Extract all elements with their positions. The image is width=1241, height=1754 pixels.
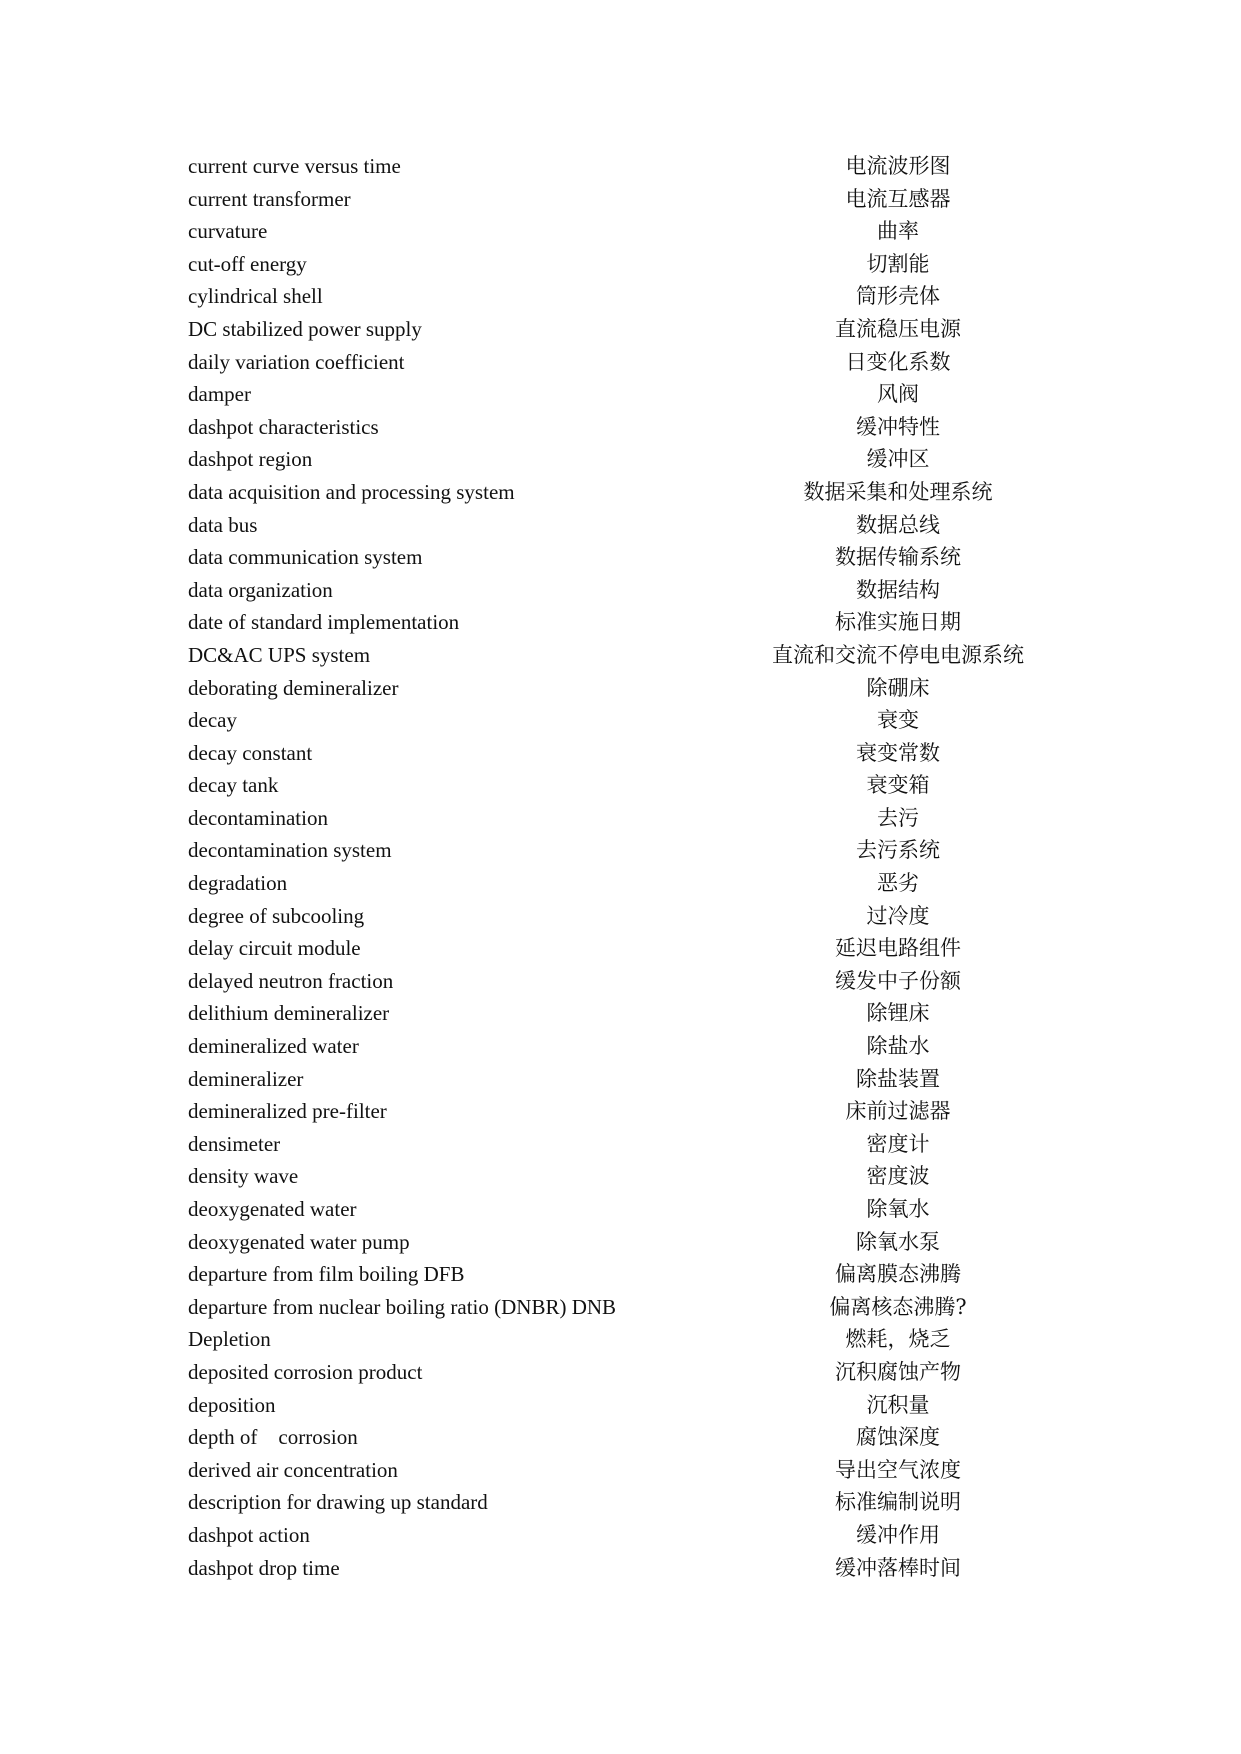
english-term: deposition <box>188 1392 276 1417</box>
chinese-term: 筒形壳体 <box>856 284 940 309</box>
english-term: demineralized water <box>188 1034 359 1059</box>
glossary-entry <box>188 150 1068 183</box>
chinese-term: 数据采集和处理系统 <box>803 479 993 504</box>
glossary-list <box>188 150 1068 1584</box>
english-term: densimeter <box>188 1131 281 1156</box>
chinese-term: 去污系统 <box>856 838 940 863</box>
glossary-entry <box>188 313 1068 346</box>
glossary-entry <box>188 900 1068 933</box>
english-term: derived air concentration <box>188 1457 398 1482</box>
glossary-entry <box>188 1128 1068 1161</box>
english-term: delithium demineralizer <box>188 1001 390 1026</box>
chinese-term: 腐蚀深度 <box>856 1425 940 1450</box>
glossary-entry <box>188 737 1068 770</box>
chinese-term: 数据结构 <box>856 577 940 602</box>
chinese-term: 衰变常数 <box>856 740 940 765</box>
glossary-entry <box>188 574 1068 607</box>
chinese-term: 沉积量 <box>866 1392 930 1417</box>
chinese-term: 除氧水 <box>866 1197 930 1221</box>
glossary-entry <box>188 1389 1068 1422</box>
glossary-entry <box>188 606 1068 639</box>
chinese-term: 密度计 <box>866 1131 930 1156</box>
glossary-entry <box>188 1193 1068 1226</box>
chinese-term: 除硼床 <box>866 675 930 700</box>
glossary-entry <box>188 443 1068 476</box>
chinese-term: 标准实施日期 <box>835 610 961 635</box>
english-term: daily variation coefficient <box>188 349 405 374</box>
glossary-entry <box>188 1323 1068 1356</box>
glossary-entry <box>188 672 1068 705</box>
english-term: data organization <box>188 577 333 602</box>
chinese-term: 偏离膜态沸腾 <box>835 1262 961 1287</box>
glossary-entry <box>188 769 1068 802</box>
glossary-entry <box>188 1291 1068 1324</box>
chinese-term: 缓冲特性 <box>856 414 940 439</box>
english-term: current transformer <box>188 186 351 211</box>
english-term: decontamination system <box>188 838 392 863</box>
glossary-entry <box>188 346 1068 379</box>
glossary-entry <box>188 639 1068 672</box>
chinese-term: 燃耗，烧乏 <box>845 1327 951 1352</box>
english-term: decay tank <box>188 773 279 798</box>
english-term: cut-off energy <box>188 251 307 276</box>
chinese-term: 数据总线 <box>856 512 940 537</box>
english-term: dashpot region <box>188 447 313 472</box>
glossary-entry <box>188 1095 1068 1128</box>
english-term: current curve versus time <box>188 154 401 178</box>
glossary-entry <box>188 802 1068 835</box>
chinese-term: 缓发中子份额 <box>835 968 961 993</box>
chinese-term: 缓冲作用 <box>856 1522 940 1547</box>
chinese-term: 沉积腐蚀产物 <box>835 1359 961 1384</box>
chinese-term: 除锂床 <box>866 1001 930 1026</box>
glossary-entry <box>188 1160 1068 1193</box>
english-term: DC stabilized power supply <box>188 316 422 341</box>
english-term: curvature <box>188 219 268 244</box>
chinese-term: 缓冲区 <box>866 447 930 472</box>
english-term: degree of subcooling <box>188 903 365 928</box>
glossary-entry <box>188 1486 1068 1519</box>
glossary-entry <box>188 215 1068 248</box>
chinese-term: 床前过滤器 <box>845 1099 951 1124</box>
chinese-term: 风阀 <box>877 382 919 407</box>
glossary-entry <box>188 183 1068 216</box>
glossary-entry <box>188 1421 1068 1454</box>
english-term: data communication system <box>188 545 423 570</box>
chinese-term: 切割能 <box>866 251 930 276</box>
glossary-entry <box>188 834 1068 867</box>
english-term: decay constant <box>188 740 313 765</box>
english-term: deoxygenated water <box>188 1197 357 1221</box>
chinese-term: 曲率 <box>877 219 919 244</box>
english-term: departure from film boiling DFB <box>188 1262 465 1287</box>
glossary-entry <box>188 704 1068 737</box>
chinese-term: 数据传输系统 <box>835 545 961 570</box>
english-term: DC&AC UPS system <box>188 642 371 667</box>
english-term: degradation <box>188 871 288 896</box>
glossary-entry <box>188 1454 1068 1487</box>
glossary-entry <box>188 280 1068 313</box>
chinese-term: 除盐水 <box>866 1034 930 1059</box>
glossary-entry <box>188 1519 1068 1552</box>
glossary-entry <box>188 965 1068 998</box>
english-term: date of standard implementation <box>188 610 460 635</box>
english-term: departure from nuclear boiling ratio (DNBR) DNB <box>188 1294 617 1319</box>
chinese-term: 延迟电路组件 <box>835 936 961 961</box>
english-term: data acquisition and processing system <box>188 479 515 504</box>
english-term: decontamination <box>188 805 328 830</box>
english-term: depth of corrosion <box>188 1425 358 1450</box>
glossary-entry <box>188 1258 1068 1291</box>
chinese-term: 衰变 <box>877 708 919 733</box>
english-term: description for drawing up standard <box>188 1490 488 1515</box>
chinese-term: 日变化系数 <box>845 349 951 374</box>
glossary-entry <box>188 867 1068 900</box>
chinese-term: 恶劣 <box>877 871 919 896</box>
glossary-entry <box>188 509 1068 542</box>
english-term: density wave <box>188 1164 299 1189</box>
english-term: delay circuit module <box>188 936 361 961</box>
glossary-entry <box>188 1552 1068 1585</box>
chinese-term: 除盐装置 <box>856 1066 940 1091</box>
glossary-entry <box>188 541 1068 574</box>
english-term: delayed neutron fraction <box>188 968 394 993</box>
chinese-term: 缓冲落棒时间 <box>835 1555 961 1580</box>
english-term: data bus <box>188 512 258 537</box>
glossary-entry <box>188 1226 1068 1259</box>
glossary-entry <box>188 476 1068 509</box>
chinese-term: 密度波 <box>866 1164 930 1189</box>
chinese-term: 直流和交流不停电电源系统 <box>772 642 1024 667</box>
glossary-entry <box>188 997 1068 1030</box>
glossary-entry <box>188 1356 1068 1389</box>
english-term: dashpot drop time <box>188 1555 340 1580</box>
glossary-entry <box>188 378 1068 411</box>
chinese-term: 衰变箱 <box>866 773 930 798</box>
chinese-term: 偏离核态沸腾? <box>829 1294 967 1319</box>
glossary-entry <box>188 248 1068 281</box>
english-term: damper <box>188 382 251 407</box>
english-term: deposited corrosion product <box>188 1359 423 1384</box>
english-term: deborating demineralizer <box>188 675 399 700</box>
english-term: cylindrical shell <box>188 284 323 309</box>
glossary-entry <box>188 1030 1068 1063</box>
chinese-term: 标准编制说明 <box>835 1490 961 1515</box>
english-term: Depletion <box>188 1327 271 1352</box>
english-term: dashpot action <box>188 1522 310 1547</box>
english-term: demineralizer <box>188 1066 304 1091</box>
chinese-term: 除氧水泵 <box>856 1229 940 1254</box>
glossary-entry <box>188 1063 1068 1096</box>
chinese-term: 过冷度 <box>866 903 930 928</box>
english-term: demineralized pre-filter <box>188 1099 387 1124</box>
chinese-term: 直流稳压电源 <box>835 316 961 341</box>
english-term: deoxygenated water pump <box>188 1229 410 1254</box>
english-term: decay <box>188 708 237 733</box>
chinese-term: 电流波形图 <box>845 154 951 178</box>
chinese-term: 导出空气浓度 <box>835 1457 961 1482</box>
chinese-term: 电流互感器 <box>845 186 951 211</box>
glossary-entry <box>188 411 1068 444</box>
glossary-entry <box>188 932 1068 965</box>
english-term: dashpot characteristics <box>188 414 379 439</box>
chinese-term: 去污 <box>877 805 919 830</box>
